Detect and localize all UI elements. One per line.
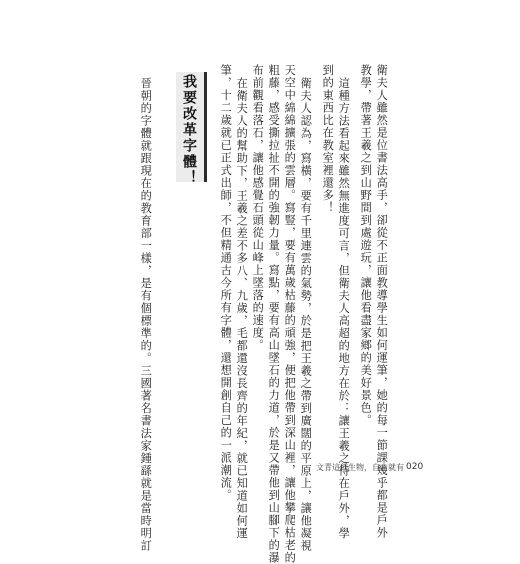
section-title: 我要改革字體！ [181,74,197,186]
text-column-7: 粗藤，感受撕拉扯不開的強韌力量。寫點，要有高山墜石的力道，於是又帶他到山腳下的瀑 [267,64,281,564]
text-column-10: 筆，十二歲就已正式出師，不但精通古今所有字體，還想開創自己的一派潮流。 [219,64,233,502]
text-column-6: 天空中綿綿擴張的雲層。寫豎，要有萬歲枯藤的頑強，便把他帶到深山裡，讓他攀爬枯老的 [283,64,297,564]
text-column-5: 衛夫人認為，寫橫，要有千里連雲的氣勢，於是把王羲之帶到廣闊的平原上，讓他凝視 [299,77,313,552]
text-column-9: 在衛夫人的幫助下，王羲之差不多八、九歲，毛都還沒長齊的年紀，就已知道如何運 [235,77,249,540]
text-column-2: 教學，帶著王羲之到山野間到處遊玩，讓他看盡家鄉的美好景色。 [359,64,373,427]
text-column-11: 晉朝的字體就跟現在的教育部一樣，是有個標準的。三國著名書法家鍾繇就是當時明訂 [139,77,153,552]
text-column-3: 這種方法看起來雖然無進度可言，但衛夫人高超的地方在於：讓王羲之待在戶外，學 [337,77,351,540]
text-column-4: 到的東西比在教室裡還多！ [321,64,335,214]
text-column-1: 衛夫人雖然是位書法高手，卻從不正面教導學生如何運筆，她的每一節課幾乎都是戶外 [375,64,389,539]
running-footer-title: 文青這種生物，自古就有 [316,463,404,472]
text-column-8: 布前觀看落石，讓他感覺石頭從山峰上墜落的速度。 [251,64,265,352]
page-number: 020 [406,462,424,472]
